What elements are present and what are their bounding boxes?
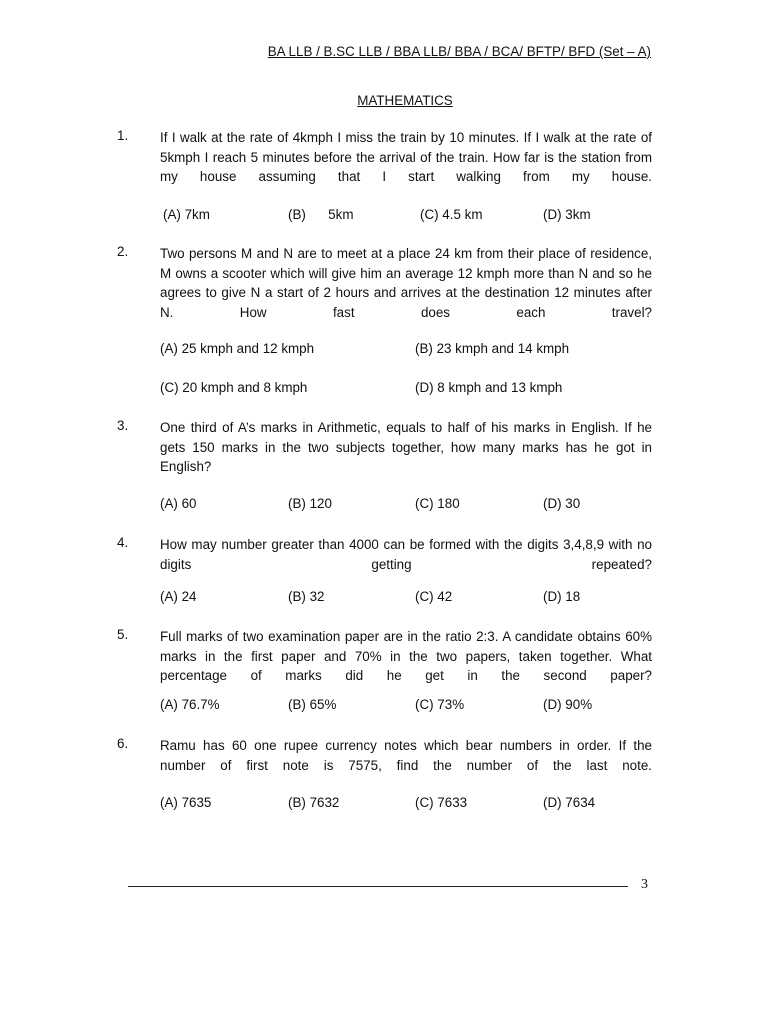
option-b: (B) 65% xyxy=(288,697,337,712)
option-d: (D) 8 kmph and 13 kmph xyxy=(415,380,563,395)
option-a: (A) 76.7% xyxy=(160,697,220,712)
page-header: BA LLB / B.SC LLB / BBA LLB/ BBA / BCA/ BFTP/ BFD (Set – A) xyxy=(267,44,651,59)
question-text: One third of A’s marks in Arithmetic, equals to half of his marks in English. If he gets 150 marks in the two subjects together, how many marks has he got in English? xyxy=(160,420,652,474)
option-a: (A) 7km xyxy=(163,207,210,222)
options-row xyxy=(160,207,652,225)
option-b: (B) 5km xyxy=(288,207,354,222)
subject-title: MATHEMATICS xyxy=(357,93,453,108)
question-number: 2. xyxy=(117,244,129,259)
option-b: (B) 23 kmph and 14 kmph xyxy=(415,341,570,356)
option-d: (D) 18 xyxy=(543,589,581,604)
question-number: 4. xyxy=(117,535,129,550)
question-text: If I walk at the rate of 4kmph I miss the train by 10 minutes. If I walk at the rate of 5kmph I reach 5 minutes before the arrival of the train. How far is the station from my house assuming that I start walking from my house. xyxy=(160,130,652,184)
question-number: 5. xyxy=(117,627,129,642)
question-number: 3. xyxy=(117,418,129,433)
question-text: Ramu has 60 one rupee currency notes which bear numbers in order. If the number of first note is 7575, find the number of the last note. xyxy=(160,738,652,773)
option-d: (D) 7634 xyxy=(543,795,596,810)
option-c: (C) 42 xyxy=(415,589,453,604)
option-d: (D) 90% xyxy=(543,697,593,712)
options-row xyxy=(160,496,652,514)
options-row xyxy=(160,697,652,715)
option-a: (A) 24 xyxy=(160,589,197,604)
options-row xyxy=(160,795,652,813)
page-number: 3 xyxy=(641,877,648,892)
question-number: 1. xyxy=(117,128,129,143)
question-text: Full marks of two examination paper are in the ratio 2:3. A candidate obtains 60% marks in the first paper and 70% in the two papers, taken together. What percentage of marks did he get in the second paper? xyxy=(160,629,652,683)
option-a: (A) 7635 xyxy=(160,795,212,810)
option-a: (A) 60 xyxy=(160,496,197,511)
options-row xyxy=(160,341,652,359)
option-c: (C) 73% xyxy=(415,697,465,712)
option-d: (D) 3km xyxy=(543,207,591,222)
option-b: (B) 7632 xyxy=(288,795,340,810)
options-row xyxy=(160,589,652,607)
option-c: (C) 180 xyxy=(415,496,460,511)
option-b: (B) 32 xyxy=(288,589,325,604)
option-c: (C) 4.5 km xyxy=(420,207,483,222)
question-text: How may number greater than 4000 can be formed with the digits 3,4,8,9 with no digits getting repeated? xyxy=(160,537,652,572)
option-a: (A) 25 kmph and 12 kmph xyxy=(160,341,315,356)
question-text: Two persons M and N are to meet at a place 24 km from their place of residence, M owns a scooter which will give him an average 12 kmph more than N and so he agrees to give N a start of 2 hours and arrives at the destination 12 minutes after N. How fast does each travel? xyxy=(160,246,652,320)
option-c: (C) 20 kmph and 8 kmph xyxy=(160,380,308,395)
option-b: (B) 120 xyxy=(288,496,332,511)
option-c: (C) 7633 xyxy=(415,795,468,810)
footer-divider xyxy=(128,886,628,887)
options-row xyxy=(160,380,652,398)
option-d: (D) 30 xyxy=(543,496,581,511)
question-number: 6. xyxy=(117,736,129,751)
